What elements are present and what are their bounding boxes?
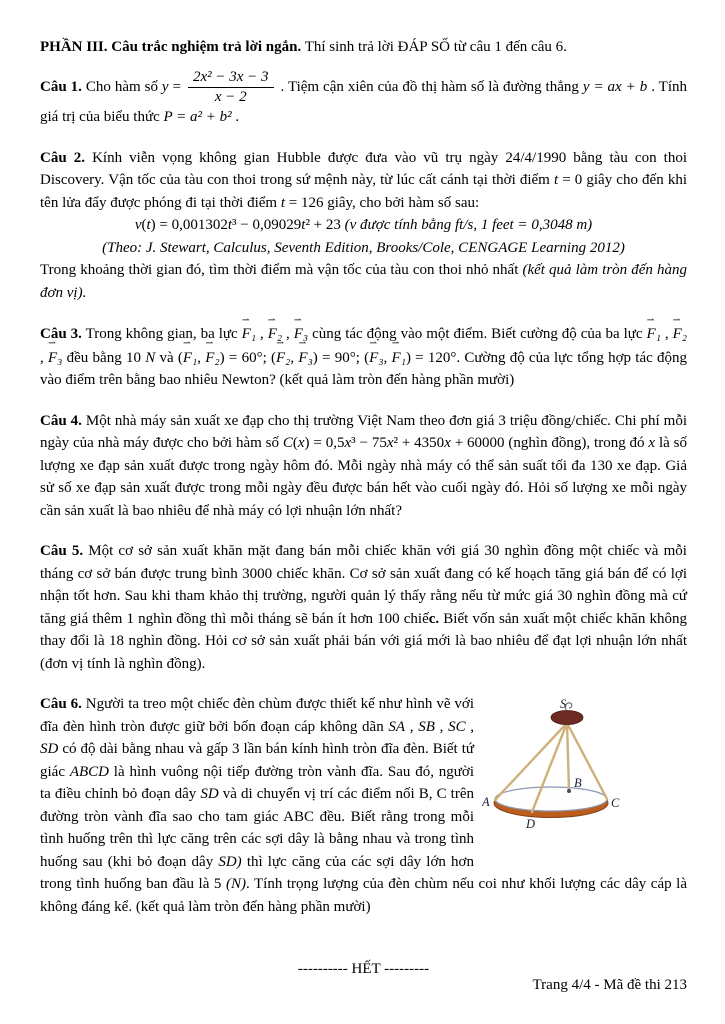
- question-2: [40, 147, 687, 305]
- cable-sb: [567, 723, 569, 790]
- question-2-equation: v(t) = 0,001302t³ − 0,09029t² + 23 (v được tính bằng ft/s, 1 feet = 0,3048 m): [134, 217, 593, 233]
- question-1: Câu 1. Cho hàm số y = $\frac{\text{2x² − 3x − 3}}{x - 2}$ . Tiệm cận xiên của đồ thị hàm số là đường thẳng y = ax + b . Tính giá trị của biểu thức P = a² + b² .: [40, 68, 688, 125]
- page-number: Trang 4/4 - Mã đề thi 213: [532, 976, 687, 993]
- point-b-dot: [567, 789, 571, 793]
- question-6: [40, 693, 687, 918]
- question-5: Câu 5. Một cơ sở sản xuất khăn mặt đang bán mỗi chiếc khăn với giá 30 nghìn đồng một chiếc và mỗi tháng cơ sở bán được trung bình 3000 chiếc khăn. Cơ sở sản xuất đang có kế hoạch tăng giá bán để có lợi nhận tốt hơn. Sau khi tham khảo thị trường, người quản lý thấy rằng nếu từ mức giá 30 nghìn đồng mà cứ tăng giá thêm 1 nghìn đồng thì mỗi tháng sẽ bán ít hơn 100 chiếc. Biết vốn sản xuất một chiếc khăn không thay đổi là 18 nghìn đồng. Hỏi cơ sở sản xuất phải bán với giá mới là bao nhiêu để đạt lợi nhuận lớn nhất (đơn vị tính là nghìn đồng).: [40, 543, 687, 672]
- figure-label-d: D: [526, 817, 536, 831]
- end-marker: ---------- HẾT ---------: [297, 961, 430, 977]
- figure-label-c: C: [611, 796, 620, 810]
- lamp-cap: [551, 711, 583, 725]
- section-header: PHẦN III. Câu trắc nghiệm trả lời ngắn. Thí sinh trả lời ĐÁP SỐ từ câu 1 đến câu 6.: [40, 39, 567, 55]
- lamp-disc-top: [495, 787, 607, 811]
- chandelier-drawing: [482, 695, 687, 857]
- question-4: Câu 4. Một nhà máy sản xuất xe đạp cho thị trường Việt Nam theo đơn giá 3 triệu đồng/chiếc. Chi phí mỗi ngày của nhà máy được cho bởi hàm số C(x) = 0,5x³ − 75x² + 4350x + 60000 (nghìn đồng), trong đó x là số lượng xe đạp sản xuất được trong ngày hôm đó. Mỗi ngày nhà máy có thể sản suất tối đa 130 xe đạp. Giả sử số xe đạp sản xuất được trong mỗi ngày đều được bán hết vào cuối ngày đó. Hỏi số lượng xe mỗi ngày cần sản xuất là bao nhiêu để nhà máy có lợi nhuận lớn nhất?: [40, 412, 687, 519]
- figure-label-a: A: [482, 795, 490, 809]
- question-3: Câu 3. Trong không gian, ba lực ⇀ F₁ , ⇀ F₂ , ⇀ F₃ cùng tác động vào một điểm. Biết cường độ của ba lực ⇀ F₁ , ⇀ F₂ , ⇀ F₃ đều bằng 10 N và (⇀ F₁, ⇀ F₂) = 60°; (⇀ F₂, ⇀ F₃) = 90°; (⇀ F₃, ⇀ F₁) = 120°. Cường độ của lực tổng hợp tác động vào điểm trên bằng bao nhiêu Newton? (kết quả làm tròn đến hàng phần mười): [40, 322, 687, 392]
- question-6-text: Câu 6. Người ta treo một chiếc đèn chùm được thiết kế như hình vẽ với đĩa đèn hình tròn được giữ bởi bốn đoạn cáp không dãn SA , SB , SC , SD có độ dài bằng nhau và gấp 3 lần bán kính hình tròn đĩa đèn. Biết tứ giác ABCD là hình vuông nội tiếp đường tròn vành đĩa. Sau đó, người ta điều chỉnh bỏ đoạn dây SD và di chuyển vị trí các điểm nối B, C trên đường tròn vành đĩa sao cho tam giác ABC đều. Biết rằng trong mỗi tình huống trên thì lực căng trên các sợi dây là bằng nhau và trong tình huống sau (khi bỏ đoạn dây SD) thì lực căng của các sợi dây lớn hơn trong tình huống ban đầu là 5 (N). Tính trọng lượng của đèn chùm nếu coi như khối lượng các dây cáp là không đáng kể. (kết quả làm tròn đến hàng phần mười): [40, 696, 688, 915]
- figure-label-s: S: [560, 697, 567, 711]
- figure-label-b: B: [574, 776, 582, 790]
- question-2-intro: Câu 2. Kính viễn vọng không gian Hubble được đưa vào vũ trụ ngày 24/4/1990 bằng tàu con thoi Discovery. Vận tốc của tàu con thoi trong sứ mệnh này, từ lúc cất cánh tại thời điểm t = 0 giây cho đến khi tên lửa đẩy được phóng đi tại thời điểm t = 126 giây, cho bởi hàm số sau:: [40, 149, 687, 211]
- question-2-source: (Theo: J. Stewart, Calculus, Seventh Edition, Brooks/Cole, CENGAGE Learning 2012): [102, 239, 625, 256]
- question-2-outro: Trong khoảng thời gian đó, tìm thời điểm mà vận tốc của tàu con thoi nhỏ nhất (kết quả làm tròn đến hàng đơn vị).: [40, 262, 687, 301]
- chandelier-figure: [482, 695, 687, 857]
